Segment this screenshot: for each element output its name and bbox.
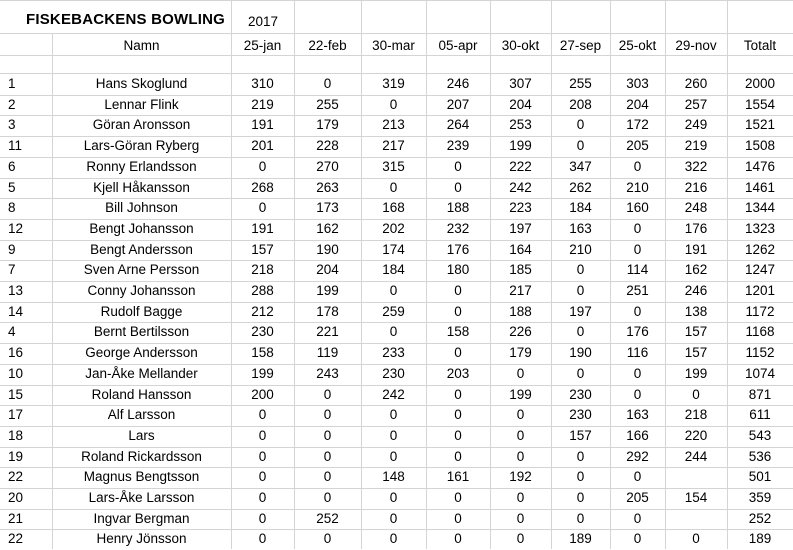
total-cell[interactable]: 536 — [748, 449, 772, 464]
name-cell[interactable]: Kjell Håkansson — [93, 180, 190, 195]
score-cell[interactable]: 185 — [509, 262, 532, 277]
rank-cell[interactable]: 18 — [8, 428, 24, 443]
rank-cell[interactable]: 9 — [8, 242, 16, 257]
score-cell[interactable]: 0 — [389, 449, 398, 464]
score-cell[interactable]: 201 — [251, 138, 274, 153]
score-cell[interactable]: 210 — [569, 242, 592, 257]
score-cell[interactable]: 0 — [576, 490, 585, 505]
name-cell[interactable]: Hans Skoglund — [95, 76, 188, 91]
total-cell[interactable]: 1554 — [744, 97, 776, 112]
table-row — [0, 115, 793, 136]
score-cell[interactable]: 0 — [576, 324, 585, 339]
table-row — [0, 405, 793, 426]
score-cell[interactable]: 0 — [516, 428, 525, 443]
score-cell[interactable]: 0 — [258, 511, 267, 526]
score-cell[interactable]: 204 — [509, 97, 532, 112]
total-cell[interactable]: 1344 — [744, 200, 776, 215]
score-cell[interactable]: 307 — [509, 76, 532, 91]
total-cell[interactable]: 189 — [748, 531, 772, 546]
table-row — [0, 219, 793, 240]
table-row — [0, 260, 793, 281]
row-gridline — [0, 0, 793, 1]
score-cell[interactable]: 216 — [684, 180, 708, 195]
total-cell[interactable]: 2000 — [744, 76, 776, 91]
rank-cell[interactable]: 12 — [8, 221, 24, 236]
score-cell[interactable]: 162 — [684, 262, 708, 277]
score-cell[interactable]: 244 — [684, 449, 708, 464]
score-cell[interactable]: 0 — [389, 180, 398, 195]
score-cell[interactable]: 0 — [454, 511, 462, 526]
name-cell[interactable]: Magnus Bengtsson — [83, 469, 200, 484]
score-cell[interactable]: 218 — [251, 262, 274, 277]
score-cell[interactable]: 0 — [258, 159, 267, 174]
rank-cell[interactable]: 7 — [8, 262, 16, 277]
score-cell[interactable]: 191 — [251, 221, 274, 236]
rank-cell[interactable]: 19 — [8, 449, 24, 464]
score-cell[interactable]: 218 — [684, 407, 708, 422]
score-cell[interactable]: 158 — [251, 345, 274, 360]
rank-cell[interactable]: 6 — [8, 159, 16, 174]
score-cell[interactable]: 0 — [258, 531, 267, 546]
score-cell[interactable]: 114 — [626, 262, 649, 277]
score-cell[interactable]: 119 — [316, 345, 339, 360]
score-cell[interactable]: 157 — [251, 242, 274, 257]
score-cell[interactable]: 0 — [633, 387, 642, 402]
name-cell[interactable]: Bengt Johansson — [89, 221, 194, 236]
score-cell[interactable]: 223 — [509, 200, 532, 215]
score-cell[interactable]: 162 — [316, 221, 339, 236]
score-cell[interactable]: 246 — [446, 76, 470, 91]
header-date[interactable]: 30-mar — [372, 38, 415, 53]
score-cell[interactable]: 0 — [258, 200, 267, 215]
score-cell[interactable]: 0 — [323, 469, 332, 484]
total-cell[interactable]: 1168 — [745, 324, 775, 339]
score-cell[interactable]: 249 — [684, 117, 708, 132]
name-cell[interactable]: Bernt Bertilsson — [93, 324, 190, 339]
score-cell[interactable]: 221 — [316, 324, 339, 339]
header-date[interactable]: 25-okt — [618, 38, 657, 53]
header-date[interactable]: 30-okt — [501, 38, 540, 53]
table-row — [0, 281, 793, 302]
total-cell[interactable]: 501 — [748, 469, 772, 484]
score-cell[interactable]: 0 — [454, 428, 462, 443]
score-cell[interactable]: 163 — [626, 407, 649, 422]
score-cell[interactable]: 163 — [569, 221, 592, 236]
score-cell[interactable]: 217 — [509, 283, 532, 298]
score-cell[interactable]: 0 — [389, 97, 398, 112]
total-cell[interactable]: 1521 — [744, 117, 776, 132]
score-cell[interactable]: 0 — [454, 490, 462, 505]
rank-cell[interactable]: 14 — [8, 304, 24, 319]
score-cell[interactable]: 161 — [446, 469, 470, 484]
score-cell[interactable]: 242 — [382, 387, 405, 402]
score-cell[interactable]: 222 — [509, 159, 532, 174]
score-cell[interactable]: 191 — [251, 117, 274, 132]
sheet-year[interactable]: 2017 — [248, 14, 279, 29]
score-cell[interactable]: 0 — [389, 531, 398, 546]
score-cell[interactable]: 252 — [316, 511, 339, 526]
score-cell[interactable]: 260 — [684, 76, 708, 91]
table-row — [0, 467, 793, 488]
score-cell[interactable]: 184 — [569, 200, 592, 215]
score-cell[interactable]: 154 — [684, 490, 708, 505]
score-cell[interactable]: 226 — [509, 324, 532, 339]
score-cell[interactable]: 180 — [446, 262, 470, 277]
score-cell[interactable]: 255 — [569, 76, 592, 91]
rank-cell[interactable]: 10 — [8, 366, 24, 381]
score-cell[interactable]: 0 — [454, 449, 462, 464]
row-gridline — [0, 33, 793, 34]
rank-cell[interactable]: 21 — [8, 511, 24, 526]
table-row — [0, 136, 793, 157]
total-cell[interactable]: 1323 — [744, 221, 776, 236]
score-cell[interactable]: 157 — [569, 428, 592, 443]
rank-cell[interactable]: 5 — [8, 180, 16, 195]
score-cell[interactable]: 188 — [446, 200, 470, 215]
rank-cell[interactable]: 1 — [8, 76, 16, 91]
score-cell[interactable]: 288 — [251, 283, 274, 298]
score-cell[interactable]: 197 — [569, 304, 592, 319]
table-row — [0, 240, 793, 261]
score-cell[interactable]: 199 — [509, 138, 532, 153]
score-cell[interactable]: 203 — [446, 366, 470, 381]
score-cell[interactable]: 0 — [633, 159, 642, 174]
score-cell[interactable]: 188 — [509, 304, 532, 319]
score-cell[interactable]: 0 — [516, 407, 525, 422]
score-cell[interactable]: 176 — [446, 242, 470, 257]
score-cell[interactable]: 0 — [454, 304, 462, 319]
score-cell[interactable]: 200 — [251, 387, 274, 402]
score-cell[interactable]: 232 — [446, 221, 470, 236]
score-cell[interactable]: 0 — [454, 283, 462, 298]
total-cell[interactable]: 1247 — [744, 262, 776, 277]
score-cell[interactable]: 230 — [569, 387, 592, 402]
sheet-title[interactable]: FISKEBACKENS BOWLING — [26, 11, 225, 28]
score-cell[interactable]: 0 — [258, 407, 267, 422]
table-row — [0, 343, 793, 364]
score-cell[interactable]: 230 — [382, 366, 405, 381]
score-cell[interactable]: 205 — [626, 138, 649, 153]
header-date[interactable]: 05-apr — [438, 38, 478, 53]
score-cell[interactable]: 263 — [316, 180, 339, 195]
score-cell[interactable]: 0 — [516, 366, 525, 381]
score-cell[interactable]: 166 — [626, 428, 649, 443]
score-cell[interactable]: 233 — [382, 345, 405, 360]
score-cell[interactable]: 179 — [509, 345, 532, 360]
total-cell[interactable]: 359 — [748, 490, 772, 505]
name-cell[interactable]: Lars-Göran Ryberg — [83, 138, 200, 153]
score-cell[interactable]: 148 — [382, 469, 405, 484]
score-cell[interactable]: 230 — [251, 324, 274, 339]
score-cell[interactable]: 199 — [316, 283, 339, 298]
score-cell[interactable]: 303 — [626, 76, 649, 91]
score-cell[interactable]: 228 — [316, 138, 339, 153]
score-cell[interactable]: 253 — [509, 117, 532, 132]
score-cell[interactable]: 0 — [454, 159, 462, 174]
score-cell[interactable]: 210 — [626, 180, 649, 195]
score-cell[interactable]: 257 — [684, 97, 708, 112]
total-cell[interactable]: 1074 — [744, 366, 776, 381]
score-cell[interactable]: 160 — [626, 200, 649, 215]
score-cell[interactable]: 319 — [382, 76, 405, 91]
score-cell[interactable]: 0 — [389, 490, 398, 505]
table-row — [0, 364, 793, 385]
score-cell[interactable]: 0 — [516, 531, 525, 546]
score-cell[interactable]: 199 — [251, 366, 274, 381]
score-cell[interactable]: 0 — [576, 138, 585, 153]
table-row — [0, 198, 793, 219]
rank-cell[interactable]: 11 — [8, 138, 23, 153]
table-row — [0, 157, 793, 178]
score-cell[interactable]: 174 — [382, 242, 405, 257]
score-cell[interactable]: 264 — [446, 117, 470, 132]
score-cell[interactable]: 199 — [509, 387, 532, 402]
score-cell[interactable]: 239 — [446, 138, 470, 153]
score-cell[interactable]: 0 — [633, 366, 642, 381]
table-row — [0, 74, 793, 95]
score-cell[interactable]: 0 — [516, 490, 525, 505]
score-cell[interactable]: 292 — [626, 449, 649, 464]
score-cell[interactable]: 0 — [576, 262, 585, 277]
score-cell[interactable]: 157 — [684, 345, 708, 360]
score-cell[interactable]: 0 — [389, 407, 398, 422]
header-name[interactable]: Namn — [123, 38, 160, 53]
rank-cell[interactable]: 20 — [8, 490, 24, 505]
score-cell[interactable]: 268 — [251, 180, 274, 195]
name-cell[interactable]: Roland Hansson — [91, 387, 192, 402]
total-cell[interactable]: 611 — [749, 407, 771, 422]
name-cell[interactable]: Conny Johansson — [87, 283, 196, 298]
table-row — [0, 529, 793, 550]
score-cell[interactable]: 230 — [569, 407, 592, 422]
score-cell[interactable]: 197 — [509, 221, 532, 236]
score-cell[interactable]: 212 — [251, 304, 274, 319]
score-cell[interactable]: 0 — [633, 242, 642, 257]
score-cell[interactable]: 315 — [382, 159, 405, 174]
score-cell[interactable]: 158 — [446, 324, 470, 339]
score-cell[interactable]: 199 — [684, 366, 708, 381]
score-cell[interactable]: 255 — [316, 97, 339, 112]
score-cell[interactable]: 0 — [516, 511, 525, 526]
rank-cell[interactable]: 3 — [8, 117, 16, 132]
name-cell[interactable]: Ronny Erlandsson — [86, 159, 197, 174]
score-cell[interactable]: 202 — [382, 221, 405, 236]
score-cell[interactable]: 116 — [626, 345, 649, 360]
score-cell[interactable]: 208 — [569, 97, 592, 112]
score-cell[interactable]: 0 — [323, 490, 332, 505]
name-cell[interactable]: Sven Arne Persson — [83, 262, 200, 277]
rank-cell[interactable]: 13 — [8, 283, 24, 298]
score-cell[interactable]: 0 — [454, 387, 462, 402]
score-cell[interactable]: 0 — [633, 304, 642, 319]
score-cell[interactable]: 220 — [684, 428, 708, 443]
score-cell[interactable]: 184 — [382, 262, 405, 277]
score-cell[interactable]: 205 — [626, 490, 649, 505]
score-cell[interactable]: 0 — [258, 449, 267, 464]
name-cell[interactable]: Bill Johnson — [105, 200, 178, 215]
score-cell[interactable]: 0 — [633, 511, 642, 526]
rank-cell[interactable]: 15 — [8, 387, 24, 402]
score-cell[interactable] — [665, 509, 727, 529]
name-cell[interactable]: Göran Aronsson — [92, 117, 191, 132]
score-cell[interactable]: 0 — [633, 469, 642, 484]
score-cell[interactable]: 0 — [323, 407, 332, 422]
rank-cell[interactable]: 17 — [8, 407, 24, 422]
total-cell[interactable]: 1262 — [744, 242, 776, 257]
score-cell[interactable]: 242 — [509, 180, 532, 195]
score-cell[interactable]: 0 — [389, 428, 398, 443]
rank-cell[interactable]: 22 — [8, 531, 24, 546]
score-cell[interactable]: 246 — [684, 283, 708, 298]
score-cell[interactable]: 322 — [684, 159, 708, 174]
score-cell[interactable]: 0 — [258, 490, 267, 505]
score-cell[interactable]: 168 — [382, 200, 405, 215]
table-row — [0, 178, 793, 199]
score-cell[interactable]: 213 — [382, 117, 405, 132]
score-cell[interactable]: 243 — [316, 366, 339, 381]
score-cell[interactable]: 251 — [626, 283, 649, 298]
score-cell[interactable]: 0 — [454, 531, 462, 546]
name-cell[interactable]: Alf Larsson — [107, 407, 176, 422]
table-row — [0, 447, 793, 468]
score-cell[interactable]: 0 — [323, 428, 332, 443]
score-cell[interactable]: 0 — [323, 531, 332, 546]
header-date[interactable]: 22-feb — [308, 38, 347, 53]
score-cell[interactable]: 347 — [569, 159, 592, 174]
table-row — [0, 426, 793, 447]
score-cell[interactable]: 0 — [692, 531, 700, 546]
score-cell[interactable]: 176 — [626, 324, 649, 339]
name-cell[interactable]: Ingvar Bergman — [93, 511, 190, 526]
score-cell[interactable]: 0 — [389, 324, 398, 339]
score-cell[interactable]: 0 — [576, 117, 585, 132]
score-cell[interactable]: 179 — [316, 117, 339, 132]
score-cell[interactable]: 0 — [516, 449, 525, 464]
rank-cell[interactable]: 16 — [8, 345, 24, 360]
total-cell[interactable]: 1152 — [745, 345, 775, 360]
table-row — [0, 95, 793, 116]
score-cell[interactable]: 164 — [509, 242, 532, 257]
score-cell[interactable]: 259 — [382, 304, 405, 319]
score-cell[interactable]: 270 — [316, 159, 339, 174]
total-cell[interactable]: 1508 — [744, 138, 776, 153]
rank-cell[interactable]: 22 — [8, 469, 24, 484]
total-cell[interactable]: 1476 — [744, 159, 776, 174]
score-cell[interactable]: 0 — [633, 531, 642, 546]
score-cell[interactable]: 0 — [576, 366, 585, 381]
score-cell[interactable]: 0 — [258, 469, 267, 484]
score-cell[interactable]: 217 — [382, 138, 405, 153]
score-cell[interactable]: 176 — [684, 221, 708, 236]
score-cell[interactable]: 191 — [684, 242, 708, 257]
score-cell[interactable]: 0 — [576, 511, 585, 526]
header-total[interactable]: Totalt — [743, 38, 777, 53]
score-cell[interactable]: 0 — [454, 180, 462, 195]
score-cell[interactable] — [665, 467, 727, 487]
total-cell[interactable]: 1201 — [744, 283, 776, 298]
score-cell[interactable]: 0 — [576, 469, 585, 484]
score-cell[interactable]: 0 — [389, 511, 398, 526]
name-cell[interactable]: Jan-Åke Mellander — [85, 366, 198, 381]
name-cell[interactable]: Rudolf Bagge — [100, 304, 183, 319]
score-cell[interactable]: 207 — [446, 97, 470, 112]
header-date[interactable]: 29-nov — [675, 38, 717, 53]
total-cell[interactable]: 1172 — [745, 304, 775, 319]
name-cell[interactable]: Bengt Andersson — [90, 242, 193, 257]
score-cell[interactable]: 204 — [626, 97, 649, 112]
score-cell[interactable]: 310 — [251, 76, 274, 91]
score-cell[interactable]: 0 — [692, 387, 700, 402]
score-cell[interactable]: 0 — [323, 449, 332, 464]
score-cell[interactable]: 189 — [569, 531, 592, 546]
rank-cell[interactable]: 2 — [8, 97, 16, 112]
name-cell[interactable]: Henry Jönsson — [96, 531, 187, 546]
name-cell[interactable]: Lars — [128, 428, 155, 443]
score-cell[interactable]: 190 — [569, 345, 592, 360]
rank-cell[interactable]: 8 — [8, 200, 16, 215]
score-cell[interactable]: 192 — [509, 469, 532, 484]
score-cell[interactable]: 219 — [684, 138, 708, 153]
score-cell[interactable]: 178 — [316, 304, 339, 319]
score-cell[interactable]: 0 — [454, 407, 462, 422]
table-row — [0, 322, 793, 343]
table-row — [0, 302, 793, 323]
name-cell[interactable]: Lennar Flink — [104, 97, 179, 112]
table-row — [0, 509, 793, 530]
score-cell[interactable]: 262 — [569, 180, 592, 195]
score-cell[interactable]: 0 — [576, 449, 585, 464]
header-date[interactable]: 27-sep — [559, 38, 602, 53]
score-cell[interactable]: 0 — [323, 76, 332, 91]
score-cell[interactable]: 0 — [389, 283, 398, 298]
total-cell[interactable]: 871 — [748, 387, 772, 402]
score-cell[interactable]: 0 — [576, 283, 585, 298]
rank-cell[interactable]: 4 — [8, 324, 16, 339]
header-date[interactable]: 25-jan — [243, 38, 282, 53]
name-cell[interactable]: Lars-Åke Larsson — [88, 490, 195, 505]
score-cell[interactable]: 0 — [454, 345, 462, 360]
score-cell[interactable]: 157 — [684, 324, 708, 339]
total-cell[interactable]: 543 — [748, 428, 772, 443]
name-cell[interactable]: George Andersson — [85, 345, 198, 360]
score-cell[interactable]: 204 — [316, 262, 339, 277]
score-cell[interactable]: 172 — [626, 117, 649, 132]
score-cell[interactable]: 0 — [258, 428, 267, 443]
score-cell[interactable]: 0 — [323, 387, 332, 402]
table-row — [0, 385, 793, 406]
table-row — [0, 488, 793, 509]
total-cell[interactable]: 252 — [748, 511, 772, 526]
score-cell[interactable]: 173 — [316, 200, 339, 215]
score-cell[interactable]: 0 — [633, 221, 642, 236]
score-cell[interactable]: 138 — [684, 304, 708, 319]
score-cell[interactable]: 219 — [251, 97, 274, 112]
score-cell[interactable]: 248 — [684, 200, 708, 215]
score-cell[interactable]: 190 — [316, 242, 339, 257]
total-cell[interactable]: 1461 — [744, 180, 776, 195]
name-cell[interactable]: Roland Rickardsson — [81, 449, 202, 464]
